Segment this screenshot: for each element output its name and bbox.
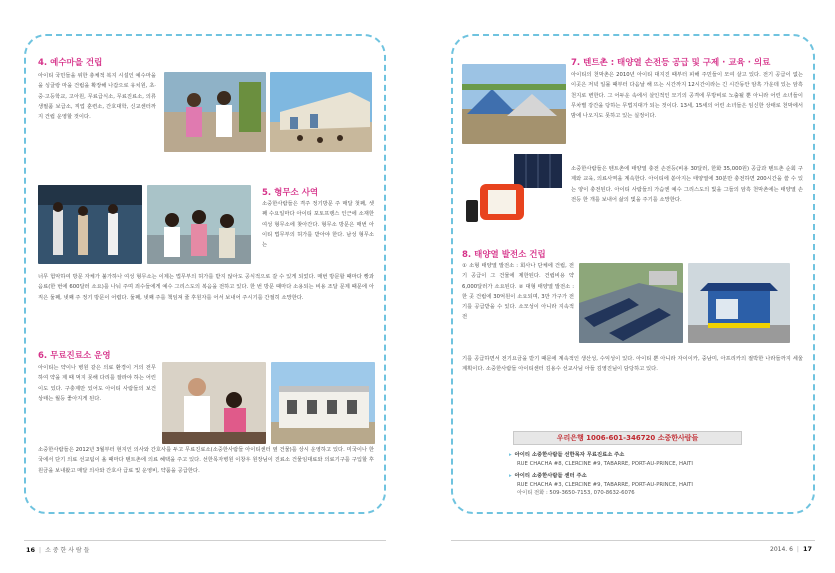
photo-school-building [270,72,372,152]
issue-date: 2014. 6 [770,546,793,553]
bullet-icon: ▸ [509,452,512,458]
section-6-body-top: 아이티는 약이나 병원 같은 의료 환경이 거의 전무하여 약을 제 때 먹지 못해 다리를 잘라야 하는 어린이도 있다. 구충제만 있어도 아이티 사람들의 보건 상태는 월등 좋아지게 된다. [38,365,156,402]
magazine-title: 소 중 한 사 람 들 [45,547,90,554]
address-center-label: 아이티 소중한사람들 센터 주소 [514,473,587,479]
address-clinic [509,451,693,468]
bullet-icon: ▸ [509,473,512,479]
section-8-body-top: ① 소형 태양열 발전소 : 회사나 단체에 건립, 전기 공급이 그 건물에 제한된다. 건립비용 약 6,000달러가 소요된다. ② 대형 태양열 발전소 : 한 곳 건립에 30억원이 소요되며, 3만 가구가 전기를 공급받을 수 있다. 소모성이 아니라 지속적 전 [462,263,574,321]
page-number-left: 16 [26,546,36,554]
address-center-phone: 아이티 전화 : 509-3650-7153, 070-8632-6076 [517,490,635,497]
section-8-title: 8. 태양열 발전소 건립 [462,250,546,260]
section-6-title: 6. 무료진료소 운영 [38,351,111,361]
section-6-body-bottom: 소중한사람들은 2012년 3월부터 현지인 의사와 간호사를 두고 무료진료소(소중한사람들 아이티센터 옆 건물)를 상시 운영하고 있다. 미국이나 한국에서 단기 의료 선교팀이 올 때마다 텐트촌에 의료 혜택을 주고 있다. 선한목자병원 이창우 원장님이 진료소 건물임대료와 의료기구를 구입할 후원금을 보내왔고 매달 의사와 간호사 급료 및 운영비, 약품을 공급한다. [38,447,374,474]
photo-clinic-doctor [162,362,266,444]
section-8-body-bottom: 기를 공급하면서 전기요금을 받기 때문에 계속적인 생산성, 수익성이 있다. 아이티 뿐 아니라 자이이카, 중남미, 아프리카의 절박한 나라들까지 세울 계획이다. 소중한사람들 아이티센터 김용수 선교사님 아들 김영진님이 담당하고 있다. [462,356,803,373]
photo-village-people [164,72,266,152]
address-clinic-line: RUE CHACHA #8, CLERCINE #9, TABARRE, PORT-AU-PRINCE, HAITI [517,460,693,467]
section-7-title: 7. 텐트촌 : 태양열 손전등 공급 및 구제 · 교육 · 의료 [571,58,771,68]
photo-solar-lantern [462,150,566,230]
photo-solar-kiosk [688,263,790,343]
photo-clinic-building [271,362,375,444]
photo-solar-field [579,263,683,343]
section-5-body-top: 소중한사람들은 격주 정기방문 주 매달 첫째, 셋째 수요일마다 아이티 포토프랭스 인근에 소재한 여성 형무소에 찾아간다. 형무소 방문은 매번 아이티 법무부의 허가를 받아야 한다. 남성 형무소는 [262,201,374,249]
page-number-right: 17 [802,545,812,553]
photo-prison-group [147,185,251,264]
footer-left: 16 | 소 중 한 사 람 들 [26,546,90,554]
address-center [509,472,693,498]
footer-right: 2014. 6 | 17 [770,545,812,553]
address-center-line: RUE CHACHA #3, CLERCINE #9, TABARRE, PORT-AU-PRINCE, HAITI [517,481,693,488]
address-clinic-label: 아이티 소중한사람들 선한목자 무료진료소 주소 [514,452,625,458]
bank-account-bar: 우리은행 1006-601-346720 소중한사람들 [513,431,742,445]
footer-divider-left [24,540,386,541]
photo-tent-camp [462,64,566,144]
section-7-body-mid: 소중한사람들은 텐트촌에 태양열 충전 손전등(비용 30달러, 한화 35,000원) 공급과 텐트촌 순회 구제와 교육, 의료사역을 계속한다. 아이티에 쏟아지는 태양열에 30분만 충전하면 200시간을 쓸 수 있는 양이 충전된다. 아이티 사람들의 가슴엔 예수 그리스도의 빛을 그들의 암흑 천막촌에는 태양열 손전등 한 개를 보내어 삶의 빛을 주기를 소망한다. [571,166,803,203]
section-7-body-top: 아이티의 천막촌은 2010년 아이티 대지진 때부터 피해 주민들이 모여 살고 있다. 전기 공급이 없는 이곳은 저녁 일몰 때부터 다음날 해 뜨는 시간까지 12시간이라는 긴 시간동안 암흑 가운데 있는 암흑 천지로 변한다. 그 어두운 속에서 살인적인 모기의 공격에 무방비로 노출될 뿐 아니라 어린 소녀들이 무차별 강간을 당하는 무법지대가 되는 것이다. 13세, 15세의 어린 소녀들은 임신한 상태로 천막에서 밤에 나오지도 못하고 있는 실정이다. [571,72,803,120]
section-4-title: 4. 예수마을 건립 [38,58,103,68]
section-5-body-bottom: 너무 험악하여 방문 자체가 불가하나 여성 형무소는 이제는 법무부의 허가를 받지 않아도 공식적으로 갈 수 있게 되었다. 매번 방문할 때마다 빵과 음료(한 번에 600달러 소요)를 나눠 주며 죄수들에게 예수 그리스도의 복음을 전하고 있다. 한 번 방문 때마다 소용되는 비용 조달 문제 때문에 아직은 둘째, 넷째 주 정기 방문이 어렵다. 둘째, 넷째 주를 책임져 줄 후원자를 어서 보내어 주시기를 간절히 소망한다. [38,274,374,301]
photo-prison-hall [38,185,142,264]
section-4-body: 아이티 국민들을 위한 총체적 복지 시설인 예수마을을 싱글랑 마을 건립을 확장해 나갑으로 유치원, 초·중·고등학교, 고아원, 무료급식소, 무료진료소, 의류 생필품 보급소, 직업 훈련소, 간호대학, 신교센터까지 건립 운영할 것이다. [38,73,156,121]
footer-divider-right [451,540,815,541]
section-5-title: 5. 형무소 사역 [262,188,319,198]
